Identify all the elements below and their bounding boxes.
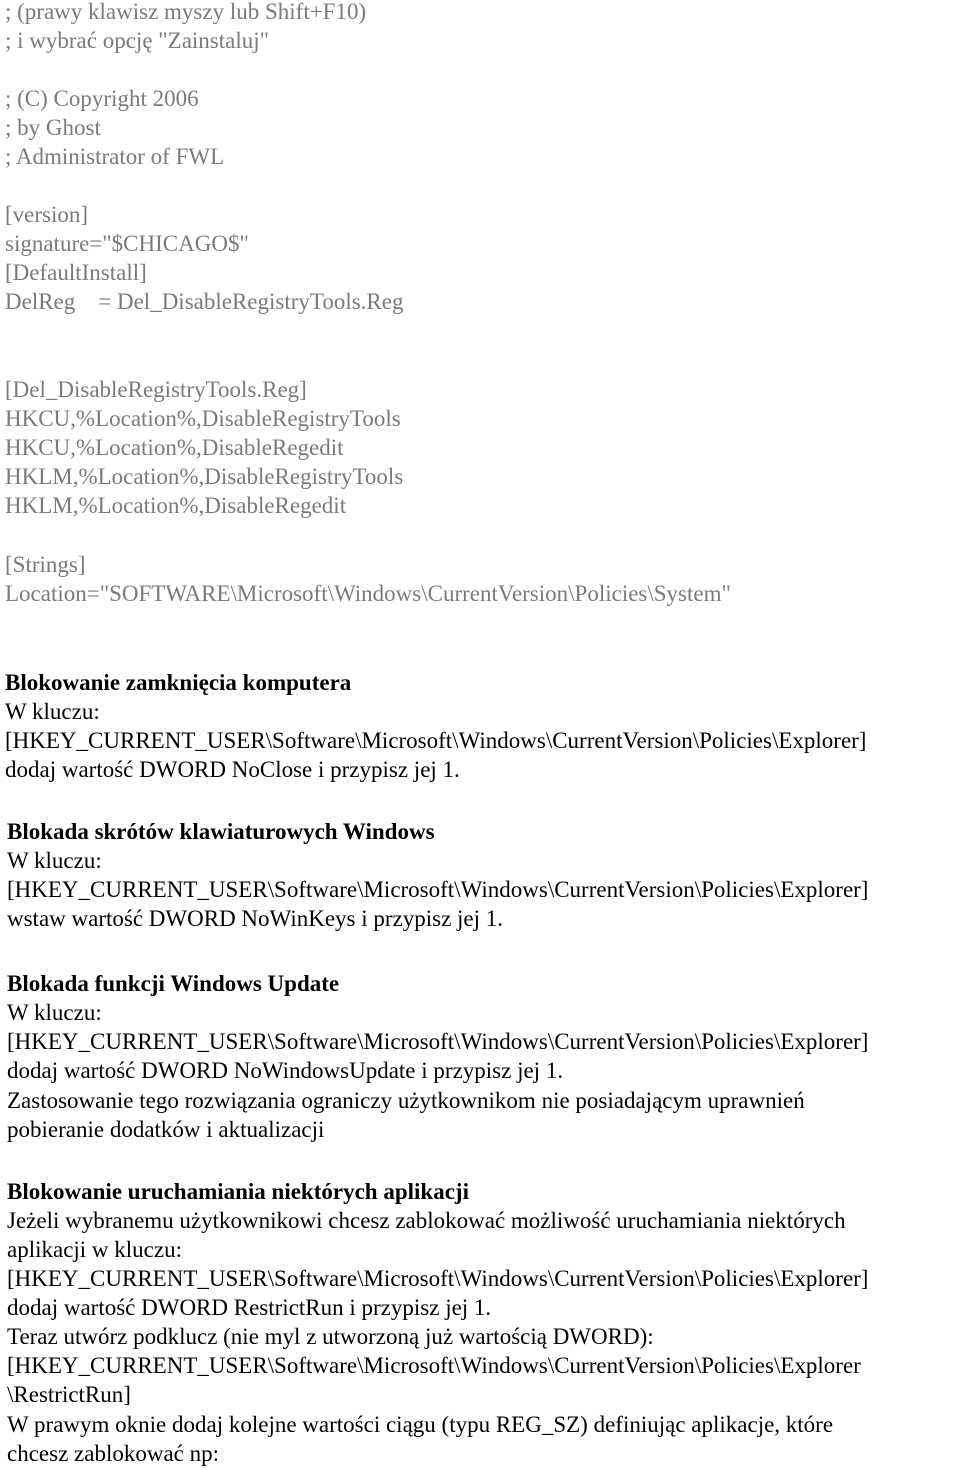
restrictrun-text-line: Jeżeli wybranemu użytkownikowi chcesz zablokować możliwość uruchamiania niektórych bbox=[7, 1208, 846, 1233]
inf-delreg-line: [Del_DisableRegistryTools.Reg] bbox=[5, 377, 307, 402]
inf-comment-line: ; i wybrać opcję "Zainstaluj" bbox=[5, 28, 270, 53]
close-text-line: dodaj wartość DWORD NoClose i przypisz jej 1. bbox=[5, 757, 460, 782]
update-registry-key: [HKEY_CURRENT_USER\Software\Microsoft\Windows\CurrentVersion\Policies\Explorer] bbox=[7, 1029, 869, 1054]
section-heading-close: Blokowanie zamknięcia komputera bbox=[5, 670, 352, 695]
restrictrun-registry-key: [HKEY_CURRENT_USER\Software\Microsoft\Windows\CurrentVersion\Policies\Explorer] bbox=[7, 1266, 869, 1291]
winkeys-text-line: wstaw wartość DWORD NoWinKeys i przypisz jej 1. bbox=[7, 906, 504, 931]
restrictrun-registry-key: [HKEY_CURRENT_USER\Software\Microsoft\Windows\CurrentVersion\Policies\Explorer bbox=[7, 1353, 861, 1378]
section-heading-update: Blokada funkcji Windows Update bbox=[7, 971, 340, 996]
winkeys-text-line: W kluczu: bbox=[7, 848, 102, 873]
inf-delreg-line: HKLM,%Location%,DisableRegistryTools bbox=[5, 464, 404, 489]
inf-version-line: [DefaultInstall] bbox=[5, 260, 147, 285]
inf-comment-line: ; Administrator of FWL bbox=[5, 144, 225, 169]
inf-version-line: signature="$CHICAGO$" bbox=[5, 231, 249, 256]
restrictrun-text-line: dodaj wartość DWORD RestrictRun i przypisz jej 1. bbox=[7, 1295, 492, 1320]
restrictrun-text-line: W prawym oknie dodaj kolejne wartości ciągu (typu REG_SZ) definiując aplikacje, które bbox=[7, 1412, 834, 1437]
close-registry-key: [HKEY_CURRENT_USER\Software\Microsoft\Windows\CurrentVersion\Policies\Explorer] bbox=[5, 728, 867, 753]
inf-delreg-line: HKCU,%Location%,DisableRegistryTools bbox=[5, 406, 401, 431]
inf-version-line: DelReg = Del_DisableRegistryTools.Reg bbox=[5, 289, 404, 314]
update-text-line: dodaj wartość DWORD NoWindowsUpdate i przypisz jej 1. bbox=[7, 1058, 564, 1083]
inf-strings-line: Location="SOFTWARE\Microsoft\Windows\CurrentVersion\Policies\System" bbox=[5, 581, 731, 606]
restrictrun-text-line: Teraz utwórz podklucz (nie myl z utworzoną już wartością DWORD): bbox=[7, 1324, 654, 1349]
restrictrun-text-line: chcesz zablokować np: bbox=[7, 1441, 220, 1466]
section-heading-winkeys: Blokada skrótów klawiaturowych Windows bbox=[7, 819, 435, 844]
close-text-line: W kluczu: bbox=[5, 699, 100, 724]
inf-comment-line: ; (C) Copyright 2006 bbox=[5, 86, 199, 111]
update-text-line: Zastosowanie tego rozwiązania ograniczy użytkownikom nie posiadającym uprawnień bbox=[7, 1088, 805, 1113]
inf-comment-line: ; (prawy klawisz myszy lub Shift+F10) bbox=[5, 0, 367, 24]
winkeys-registry-key: [HKEY_CURRENT_USER\Software\Microsoft\Windows\CurrentVersion\Policies\Explorer] bbox=[7, 877, 869, 902]
restrictrun-text-line: aplikacji w kluczu: bbox=[7, 1237, 182, 1262]
restrictrun-registry-key: \RestrictRun] bbox=[7, 1382, 131, 1407]
update-text-line: pobieranie dodatków i aktualizacji bbox=[7, 1117, 325, 1142]
inf-strings-line: [Strings] bbox=[5, 552, 86, 577]
inf-delreg-line: HKCU,%Location%,DisableRegedit bbox=[5, 435, 344, 460]
inf-comment-line: ; by Ghost bbox=[5, 115, 101, 140]
inf-version-line: [version] bbox=[5, 202, 89, 227]
update-text-line: W kluczu: bbox=[7, 1000, 102, 1025]
section-heading-restrictrun: Blokowanie uruchamiania niektórych aplikacji bbox=[7, 1179, 469, 1204]
inf-delreg-line: HKLM,%Location%,DisableRegedit bbox=[5, 493, 347, 518]
